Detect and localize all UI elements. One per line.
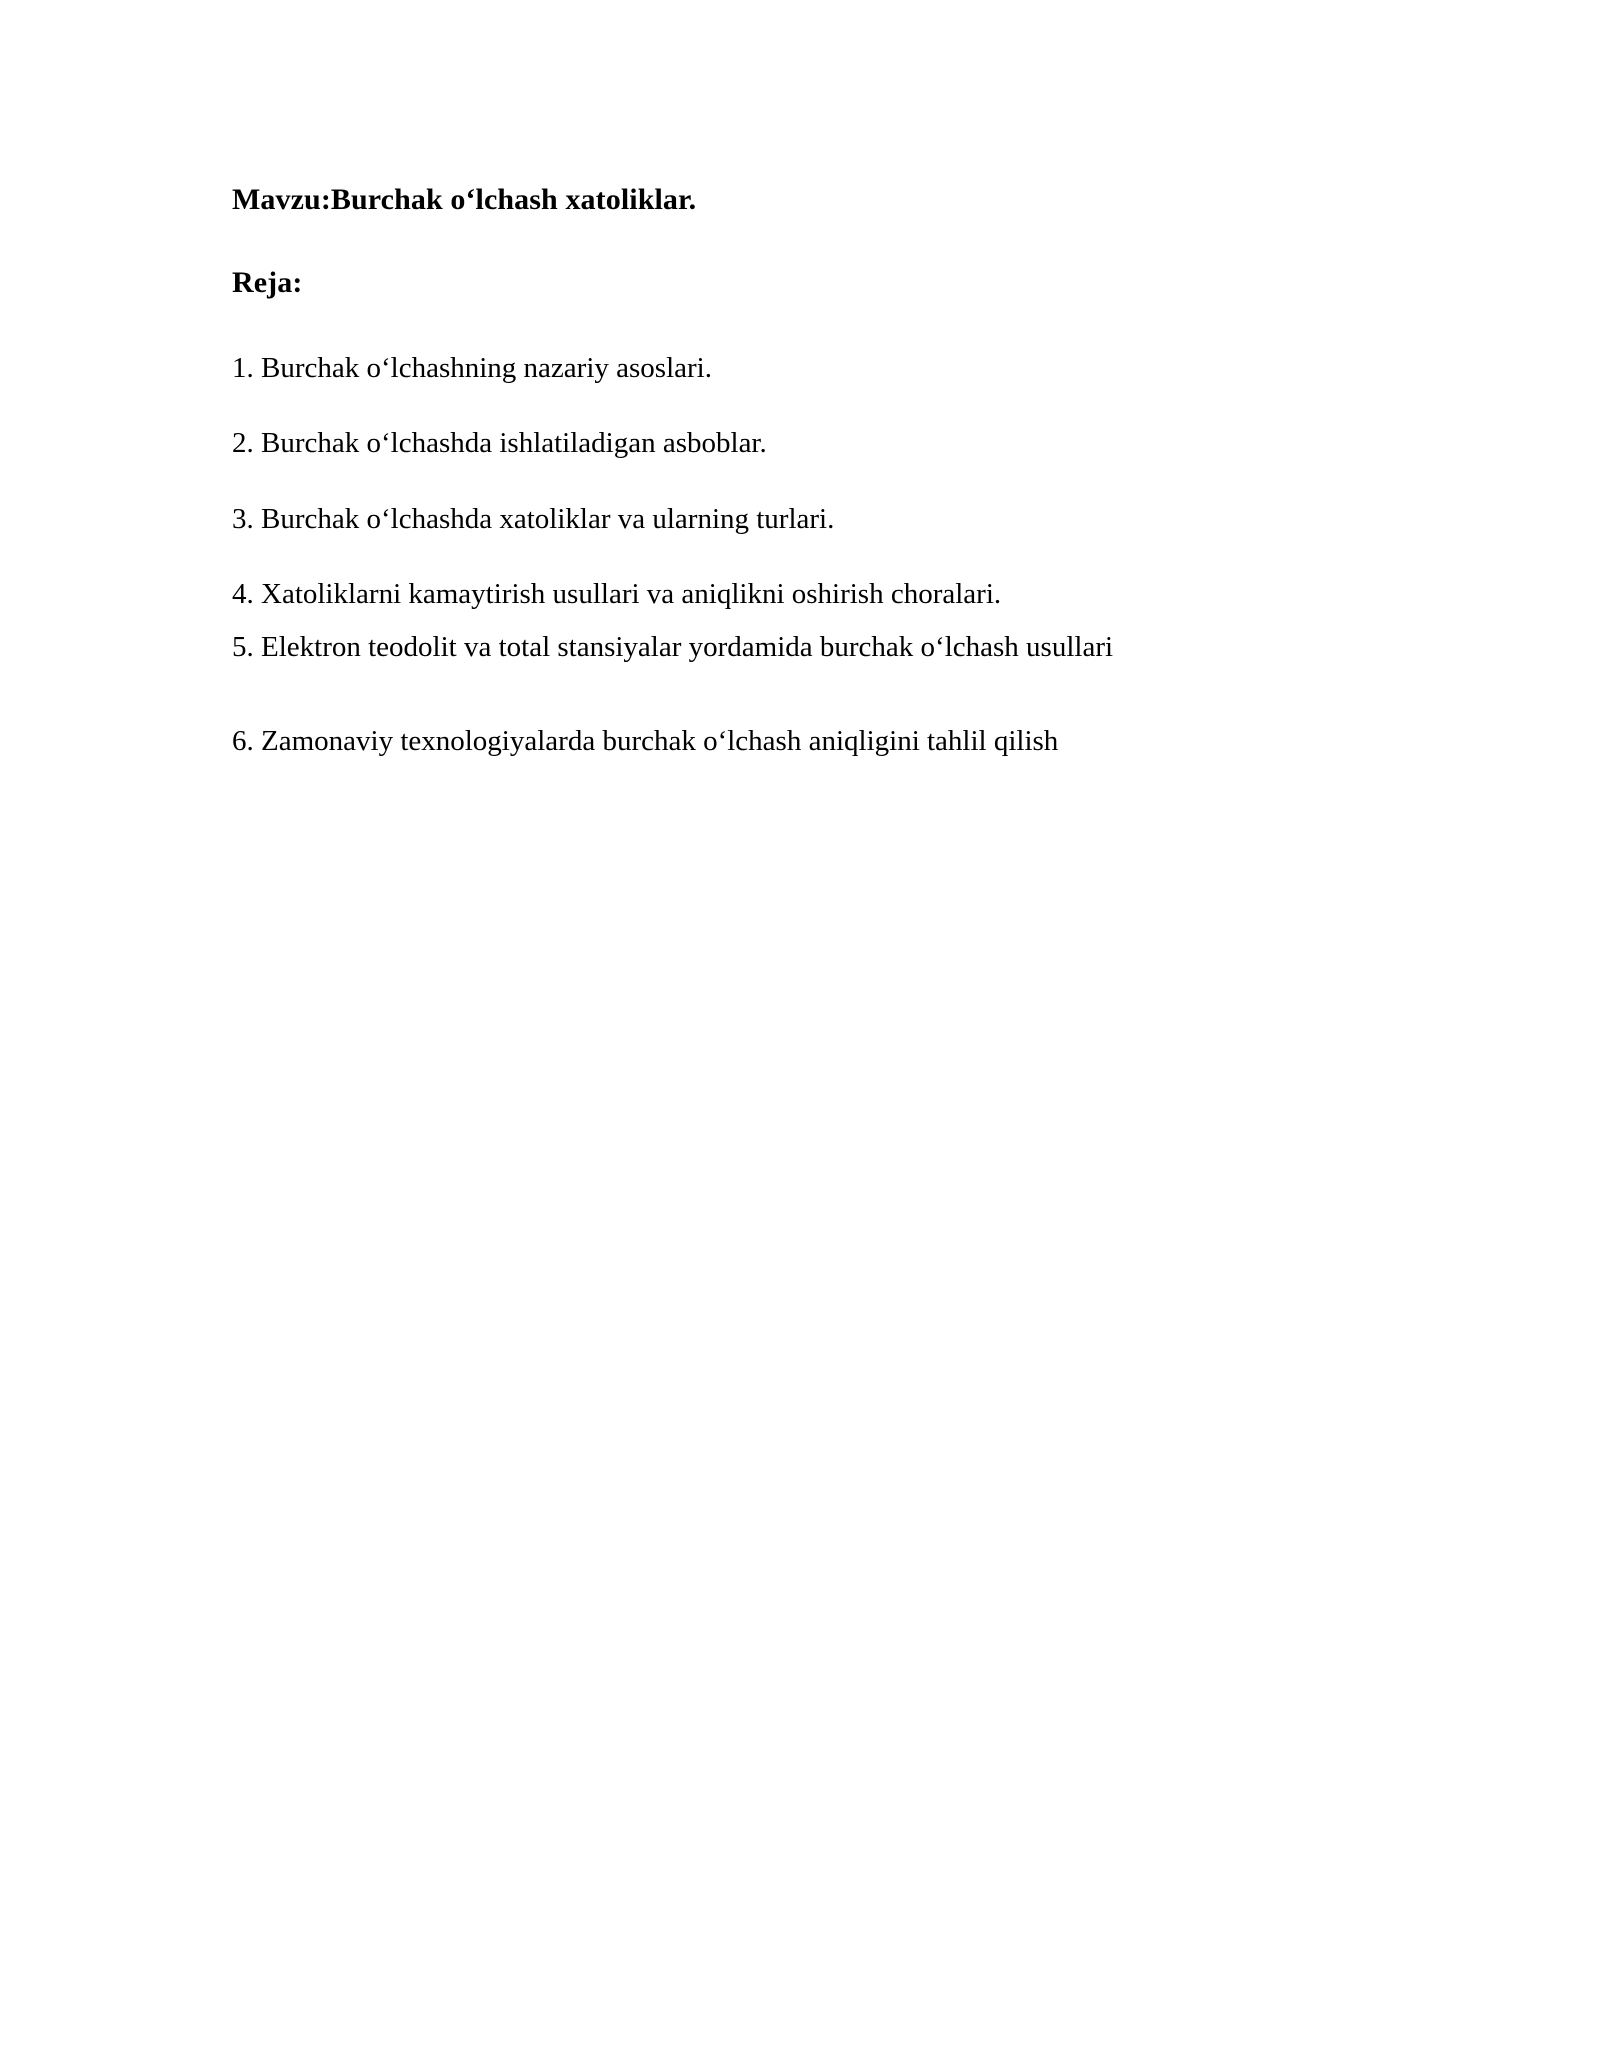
list-item-text: Burchak o‘lchashda xatoliklar va ularning turlari. xyxy=(261,502,835,535)
list-item xyxy=(232,426,1412,461)
list-item-text: Burchak o‘lchashning nazariy asoslari. xyxy=(261,351,712,384)
list-item-number: 1. xyxy=(232,351,254,384)
list-item xyxy=(232,724,1412,759)
list-item-number: 3. xyxy=(232,502,254,535)
list-item-text: Burchak o‘lchashda ishlatiladigan asboblar. xyxy=(261,427,767,460)
list-item-text: Zamonaviy texnologiyalarda burchak o‘lchash aniqligini tahlil qilish xyxy=(261,724,1059,757)
list-item xyxy=(232,351,1412,386)
list-item-number: 2. xyxy=(232,427,254,460)
list-item-number: 4. xyxy=(232,577,254,610)
list-item-number: 5. xyxy=(232,631,254,664)
list-item xyxy=(232,502,1412,537)
list-item xyxy=(232,630,1412,665)
document-content xyxy=(232,182,1412,759)
page-title: Mavzu:Burchak o‘lchash xatoliklar. xyxy=(232,183,697,216)
list-item-number: 6. xyxy=(232,724,254,757)
plan-list xyxy=(232,351,1412,759)
list-item xyxy=(232,577,1412,612)
list-item-text: Xatoliklarni kamaytirish usullari va aniqlikni oshirish choralari. xyxy=(261,577,1002,610)
list-item-text: Elektron teodolit va total stansiyalar yordamida burchak o‘lchash usullari xyxy=(261,631,1114,664)
section-heading-reja: Reja: xyxy=(232,266,303,300)
